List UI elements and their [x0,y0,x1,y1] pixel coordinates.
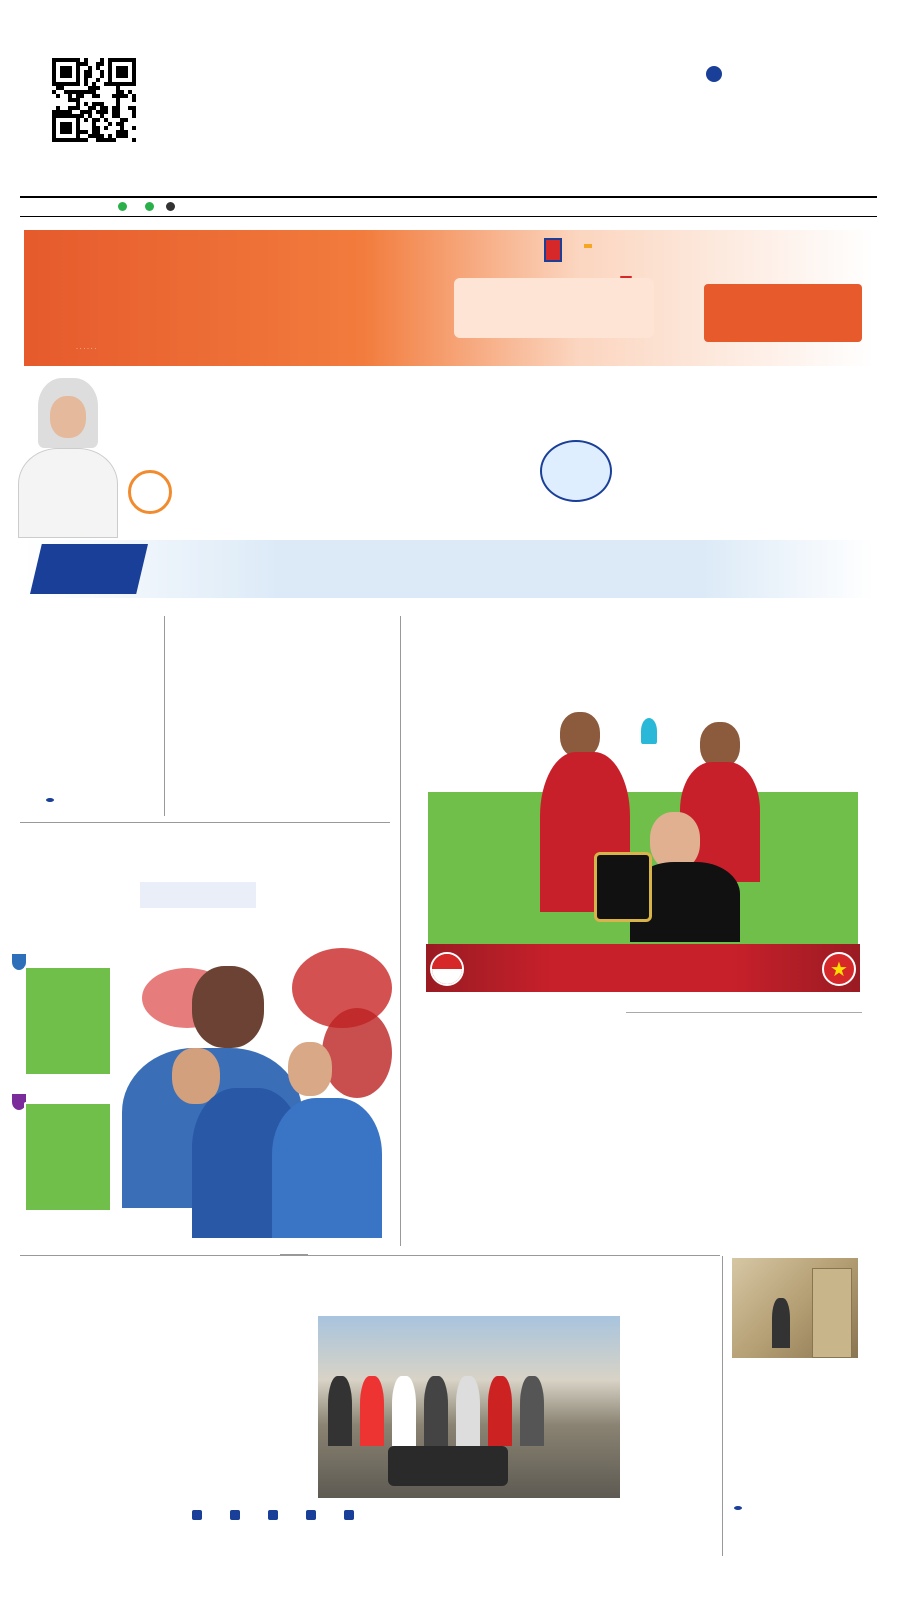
instagram-icon [344,1510,354,1520]
election-countdown-bar[interactable] [24,540,874,598]
indonesia-flag-icon [430,952,464,986]
match-box [140,882,256,908]
microphone-icon [128,470,172,514]
page-badge[interactable] [734,1506,742,1510]
sawala-banner[interactable] [24,230,874,366]
live-badge [620,276,632,278]
narasumber-panel [454,278,654,338]
globe-icon [706,66,722,82]
rans-lineup-pitch [24,1102,112,1212]
phone-icon [166,202,175,211]
vietnam-flag-icon: ★ [822,952,856,986]
kereta-kicker [280,1254,308,1256]
adu-footer [426,944,860,992]
whatsapp-icon [145,202,154,211]
kereta-photo [318,1316,620,1498]
persib-players-photo [112,948,402,1238]
aff-cup-logo [632,718,666,774]
whatsapp-icon [118,202,127,211]
qr-code[interactable] [52,58,136,142]
periset-talks-logo [540,440,612,502]
info-bar [100,202,181,211]
twitter-icon [268,1510,278,1520]
persib-lineup-pitch [24,966,112,1076]
youtube-icon [306,1510,316,1520]
kpu-logo [544,238,562,262]
event-box [704,284,862,342]
social-bar [192,1510,368,1520]
banner-handles: · · · · · · [76,346,97,352]
kos-photo [732,1258,858,1358]
web-icon [192,1510,202,1520]
siti-zuhro-photo [18,378,118,538]
akur-logo [584,244,592,248]
facebook-icon [230,1510,240,1520]
page-badge[interactable] [46,798,54,802]
